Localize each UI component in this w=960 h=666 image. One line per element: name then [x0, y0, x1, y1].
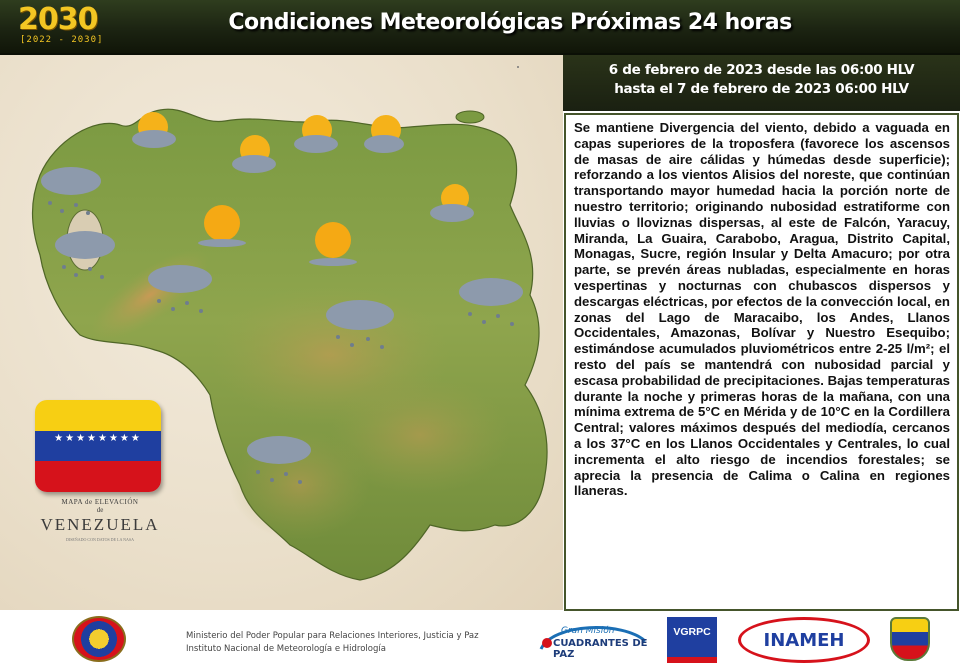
- cuadrantes-text: CUADRANTES DE PAZ: [553, 638, 648, 660]
- rain-cloud-icon: [145, 259, 215, 319]
- ministry-line-2: Instituto Nacional de Meteorología e Hidrología: [186, 644, 386, 654]
- map-caption-line2: de: [96, 506, 104, 514]
- partly-cloudy-icon: [292, 110, 348, 156]
- forecast-period: [563, 55, 960, 111]
- rain-cloud-icon: [322, 295, 398, 353]
- rain-cloud-icon: [456, 272, 526, 330]
- map-caption-title: VENEZUELA: [40, 515, 160, 534]
- map-caption-sub: DISEÑADO CON DATOS DE LA NASA: [65, 537, 135, 542]
- logo-2030-text: 2030: [18, 2, 98, 37]
- rain-cloud-icon: [52, 225, 118, 283]
- partly-cloudy-icon: [230, 130, 286, 176]
- venezuela-flag: [35, 400, 161, 492]
- inameh-text: INAMEH: [763, 630, 845, 651]
- ministry-text: [186, 630, 479, 656]
- vgrpc-logo: [667, 617, 717, 663]
- sun-icon: [196, 203, 252, 251]
- shield-logo-icon: [890, 617, 930, 661]
- flag-blue-band: [35, 431, 161, 461]
- flag-yellow-band: [35, 400, 161, 431]
- inameh-logo: [738, 617, 870, 663]
- gran-mision-logo: [533, 619, 653, 663]
- rain-cloud-icon: [244, 430, 314, 488]
- footer-bar: [0, 611, 960, 666]
- forecast-text-panel: [564, 113, 959, 611]
- gran-mision-text: Gran Misión: [561, 626, 615, 636]
- flag-stars: ★★★★★★★★: [54, 433, 142, 444]
- logo-2030-years: [2022 - 2030]: [20, 35, 104, 45]
- flag-red-band: [35, 461, 161, 492]
- map-caption: [40, 498, 160, 542]
- partly-cloudy-icon: [128, 107, 184, 153]
- ministry-seal-icon: [72, 616, 126, 662]
- partly-cloudy-icon: [430, 180, 486, 226]
- period-line-2: hasta el 7 de febrero de 2023 06:00 HLV: [614, 81, 909, 97]
- ministry-line-1: Ministerio del Poder Popular para Relaciones Interiores, Justicia y Paz: [186, 631, 479, 641]
- rain-cloud-icon: [38, 161, 104, 219]
- sun-icon: [306, 220, 362, 270]
- page-title: Condiciones Meteorológicas Próximas 24 horas: [228, 10, 792, 35]
- map-caption-line1: MAPA de ELEVACIÓN: [61, 498, 139, 506]
- partly-cloudy-icon: [364, 110, 420, 156]
- period-line-1: 6 de febrero de 2023 desde las 06:00 HLV: [608, 62, 915, 78]
- forecast-text: Se mantiene Divergencia del viento, debido a vaguada en capas superiores de la troposfera (favorece los ascensos de masas de aire cálidas y húmedas desde superficie); reforzando a los vientos Alisios del noreste, que continúan transportando mayor humedad hacia la porción norte de nuestro territorio; originando nubosidad estratiforme con lluvias o lloviznas dispersas, al este de Falcón, Yaracuy, Miranda, La Guaira, Carabobo, Aragua, Distrito Capital, Monagas, Sucre, región Insular y Delta Amacuro; por otra parte, se prevén áreas nubladas, especialmente en horas vespertinas y nocturnas con chubascos dispersos y descargas eléctricas, por efectos de la convección local, en zonas del Lago de Maracaibo, los Andes, Llanos Occidentales, Amazonas, Bolívar y Nuestro Esequibo; estimándose acumulados pluviométricos entre 2-25 l/m²; el resto del país se mantendrá con nubosidad parcial y escasa probabilidad de precipitaciones. Bajas temperaturas durante la noche y primeras horas de la mañana, con una mínima extrema de 5°C en Mérida y de 10°C en la Cordillera Central; valores máximos después del mediodía, cercanos a los 37°C en los Llanos Occidentales y Centrales, lo cual incrementa el alto riesgo de incendios forestales; se aprecia la presencia de Calima o Calina en regiones llaneras.: [574, 120, 950, 499]
- header-bar: [0, 0, 960, 55]
- elevation-map: [0, 55, 563, 610]
- logo-2030: [18, 4, 128, 50]
- vgrpc-text: VGRPC: [673, 626, 711, 638]
